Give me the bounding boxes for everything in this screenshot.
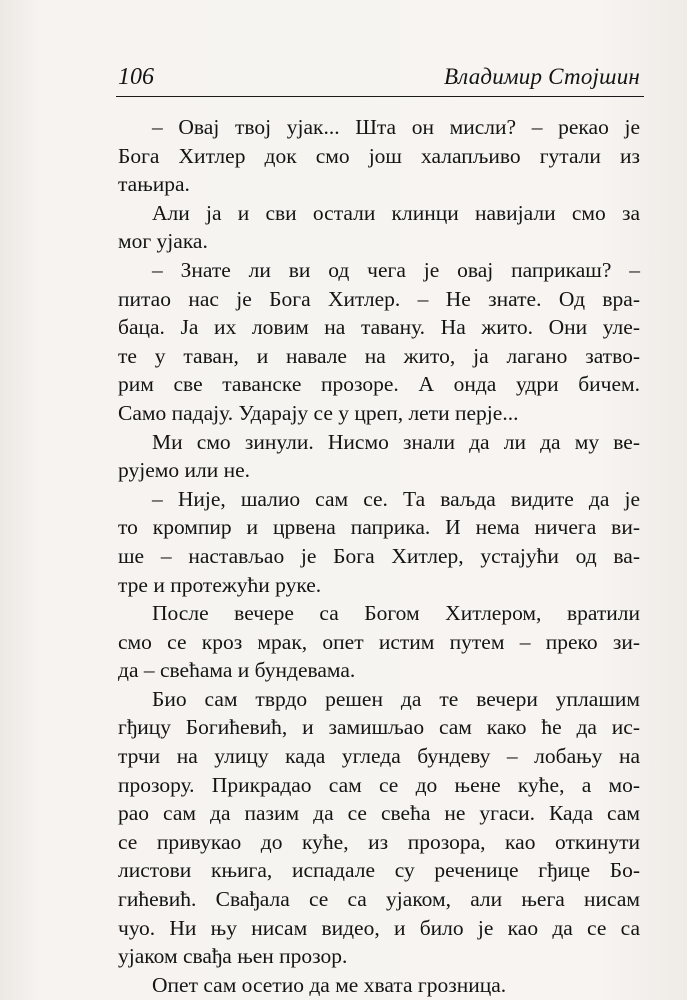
paragraph	[118, 428, 640, 485]
text-line: тањира.	[118, 172, 190, 197]
paragraph	[118, 599, 640, 685]
text-line: те у таван, и навале на жито, ја лагано затво-	[118, 343, 640, 368]
text-line: рим све таванске прозоре. А онда удри бичем.	[118, 372, 640, 397]
text-line: – Знате ли ви од чега је овај паприкаш? –	[152, 257, 640, 282]
page-header	[116, 62, 644, 97]
text-line: ше – настављао је Бога Хитлер, устајући од ва-	[118, 543, 640, 568]
text-line: Бога Хитлер док смо још халапљиво гутали из	[118, 143, 640, 168]
text-line: рујемо или не.	[118, 458, 251, 483]
text-line: Био сам тврдо решен да те вечери уплашим	[152, 686, 640, 711]
text-line: – Није, шалио сам се. Та ваљда видите да је	[152, 486, 640, 511]
text-line: Ми смо зинули. Нисмо знали да ли да му ве-	[152, 429, 640, 454]
text-line: гђицу Богићевић, и замишљао сам како ће да ис-	[118, 715, 640, 740]
text-line: – Овај твој ујак... Шта он мисли? – рекао је	[152, 115, 640, 139]
text-line: прозору. Прикрадао сам се до њене куће, а мо-	[118, 772, 640, 797]
text-line: мог ујака.	[118, 229, 208, 254]
text-line: да – свећама и бундевама.	[118, 658, 356, 683]
text-line: ујаком свађа њен прозор.	[118, 944, 348, 969]
text-line: тре и протежући руке.	[118, 572, 322, 597]
text-line: После вечере са Богом Хитлером, вратили	[152, 601, 640, 626]
text-line: питао нас је Бога Хитлер. – Не знате. Од вра-	[118, 286, 640, 311]
paragraph	[118, 113, 640, 199]
text-line: трчи на улицу када угледа бундеву – лобању на	[118, 744, 640, 769]
text-line: Али ја и сви остали клинци навијали смо за	[152, 200, 640, 225]
text-line: се привукао до куће, из прозора, као откинути	[118, 829, 640, 854]
text-line: то кромпир и црвена паприка. И нема ничега ви-	[118, 515, 640, 540]
paragraph	[118, 685, 640, 971]
text-line: листови књига, испадале су реченице гђице Бо-	[118, 858, 640, 883]
body-text	[118, 113, 640, 999]
text-line: Опет сам осетио да ме хвата грозница.	[152, 972, 507, 997]
page-number: 106	[118, 64, 154, 90]
running-head-author: Владимир Стојшин	[443, 64, 640, 89]
paragraph	[118, 199, 640, 256]
paragraph	[118, 485, 640, 599]
text-line: смо се кроз мрак, опет истим путем – преко зи-	[118, 629, 640, 654]
text-line: баца. Ја их ловим на тавану. На жито. Они уле-	[118, 315, 640, 340]
text-line: Само падају. Ударају се у цреп, лети перје...	[118, 400, 519, 425]
text-line: рао сам да пазим да се свећа не угаси. Када сам	[118, 801, 640, 826]
text-line: чуо. Ни њу нисам видео, и било је као да се са	[118, 915, 640, 940]
paragraph	[118, 256, 640, 428]
paragraph	[118, 971, 640, 1000]
text-line: гићевић. Свађала се са ујаком, али њега нисам	[118, 887, 640, 912]
